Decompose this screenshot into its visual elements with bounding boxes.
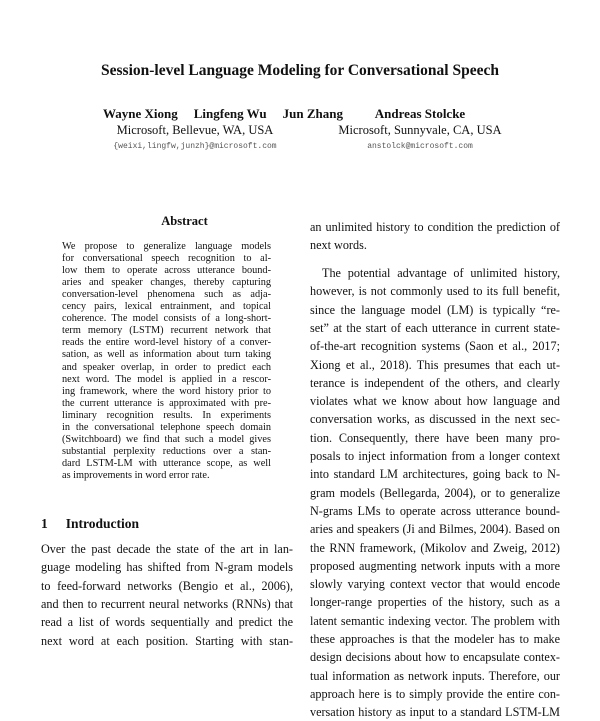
section-heading-introduction — [41, 516, 139, 532]
text-line: these approaches is that the modeler has to make — [310, 632, 560, 646]
author-name: Wayne Xiong — [103, 106, 178, 121]
text-line: dard LSTM-LM with utterance scope, as well — [62, 457, 271, 469]
text-line: longer-range properties of the history, such as a — [310, 595, 560, 610]
text-line: the current utterance is approximated with pre- — [62, 397, 271, 409]
text-line: aries and speakers (Ji and Bilmes, 2004). Based on — [310, 522, 560, 537]
text-line: gram models (Bellegarda, 2004), or to generalize — [310, 485, 560, 500]
email: {weixi,lingfw,junzh}@microsoft.com — [113, 142, 277, 151]
author-name: Lingfeng Wu — [193, 106, 267, 121]
text-line: slowly varying context vector that would encode — [310, 577, 560, 592]
text-line: conversation works, as discussed in the next sec- — [310, 412, 560, 427]
email: anstolck@microsoft.com — [367, 142, 473, 151]
text-line: approach here is to simply provide the entire con- — [310, 686, 560, 701]
text-line: to feed-forward networks (Bengio et al., 2006), — [41, 578, 293, 593]
section-number: 1 — [41, 516, 48, 531]
text-line: aries and speaker changes, thereby capturing — [62, 277, 271, 289]
text-line: next words. — [310, 238, 367, 253]
text-line: however, is not commonly used to its full benefit, — [310, 284, 560, 299]
text-line: and speaker overlap, in order to predict each — [62, 361, 271, 373]
text-line: since the language model (LM) is typically “re- — [310, 302, 560, 317]
text-line: (Switchboard) we find that such a model gives — [62, 433, 271, 445]
text-line: next word at each position. Starting with stan- — [41, 633, 293, 648]
text-line: set” at the start of each utterance in current state- — [310, 320, 560, 335]
author-block-left — [95, 106, 343, 155]
text-line: terance is independent of the others, and clearly — [310, 375, 560, 390]
affiliation: Microsoft, Sunnyvale, CA, USA — [338, 123, 502, 137]
text-line: next word. The model is applied in a rescor- — [62, 373, 271, 385]
author-names — [95, 106, 343, 122]
text-line: reads the entire word-level history of a conver- — [62, 337, 271, 349]
text-line: proposed augmenting network inputs with a more — [310, 558, 560, 573]
text-line: design decisions about how to encapsulate contex- — [310, 650, 560, 665]
text-line: into standard LM architectures, going back to N- — [310, 467, 560, 482]
text-line: and then to recurrent neural networks (RNNs) that — [41, 596, 293, 611]
text-line: The potential advantage of unlimited history, — [322, 266, 560, 280]
text-line: cency pairs, lexical entrainment, and topical — [62, 301, 271, 313]
abstract-heading: Abstract — [161, 214, 208, 228]
text-line: sation, as well as information about turn taking — [62, 349, 271, 361]
text-line: liminary recognition results. In experiments — [62, 409, 271, 421]
text-line: term memory (LSTM) recurrent network that — [62, 325, 271, 337]
author-name: Jun Zhang — [282, 106, 343, 121]
text-line: Over the past decade the state of the art in lan- — [41, 542, 293, 556]
text-line: latent semantic indexing vector. The problem with — [310, 613, 560, 628]
text-line: ing framework, where the word history prior to — [62, 385, 271, 397]
text-line: of-the-art recognition systems (Saon et al., 2017; — [310, 339, 560, 354]
author-block-right — [320, 106, 520, 155]
text-line: the RNN framework, (Mikolov and Zweig, 2012) — [310, 540, 560, 555]
text-line: tual information as network inputs. Therefore, our — [310, 668, 560, 683]
text-line: Xiong et al., 2018). This presumes that each ut- — [310, 357, 560, 372]
text-line: posals to inject information from a longer context — [310, 449, 560, 463]
text-line: We propose to generalize language models — [62, 241, 271, 252]
text-line: violates what we know about how language and — [310, 394, 560, 409]
text-line: N-grams LMs to operate across utterance bound- — [310, 503, 560, 518]
text-line: guage modeling has shifted from N-gram models — [41, 560, 293, 575]
text-line: tion. Consequently, there have been many pro- — [310, 430, 560, 445]
text-line: as improvements in word error rate. — [62, 469, 210, 481]
author-names — [320, 106, 520, 122]
text-line: substantial perplexity reductions over a stan- — [62, 445, 271, 457]
affiliation: Microsoft, Bellevue, WA, USA — [116, 123, 274, 137]
paper-title: Session-level Language Modeling for Conversational Speech — [101, 62, 499, 79]
text-line: coherence. The model consists of a long-short- — [62, 313, 271, 325]
text-line: in the conversational telephone speech domain — [62, 421, 271, 433]
text-line: versation history as input to a standard LSTM-LM — [310, 705, 560, 720]
author-name: Andreas Stolcke — [374, 106, 466, 121]
text-line: for conversational speech recognition to al- — [62, 253, 271, 265]
section-title: Introduction — [65, 516, 140, 531]
text-line: low them to operate across utterance bound- — [62, 265, 271, 277]
text-line: an unlimited history to condition the prediction of — [310, 220, 560, 234]
text-line: read a list of words sequentially and predict the — [41, 615, 293, 630]
text-line: conversation-level phenomena such as adja- — [62, 289, 271, 301]
